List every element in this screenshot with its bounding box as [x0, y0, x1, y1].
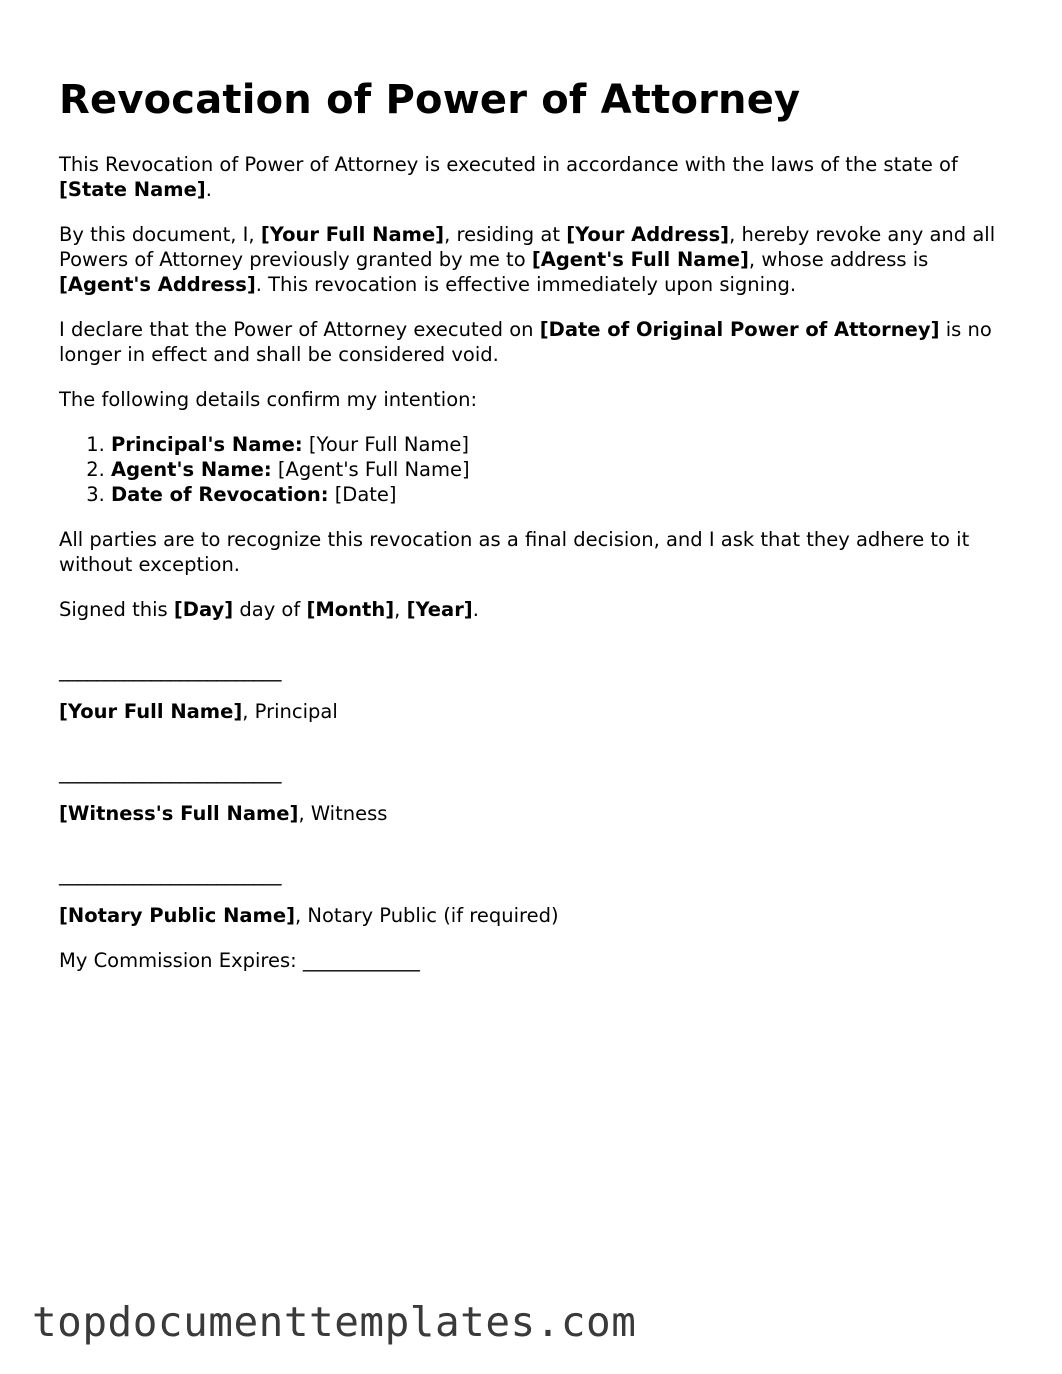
revoke-text-3: , hereby revoke any and all Powers of Attorney previously granted by me to [59, 223, 996, 271]
revocation-paragraph [59, 222, 1019, 297]
signed-text-3: , [394, 598, 407, 621]
detail-value: [Your Full Name] [302, 433, 470, 456]
intro-end: . [205, 178, 212, 201]
declaration-paragraph [59, 317, 1019, 367]
agent-name-placeholder: [Agent's Full Name] [531, 248, 749, 271]
list-item [111, 432, 1019, 457]
detail-label: Date of Revocation: [111, 483, 329, 506]
signed-text-4: . [472, 598, 479, 621]
final-paragraph: All parties are to recognize this revocation as a final decision, and I ask that they adhere to it without exception. [59, 528, 970, 576]
principal-name-placeholder: [Your Full Name] [59, 700, 243, 723]
principal-role: , Principal [242, 700, 338, 723]
declare-text-1: I declare that the Power of Attorney executed on [59, 318, 540, 341]
detail-label: Agent's Name: [111, 458, 272, 481]
year-placeholder: [Year] [406, 598, 473, 621]
details-intro: The following details confirm my intention: [59, 388, 478, 411]
your-name-placeholder: [Your Full Name] [260, 223, 445, 246]
your-address-placeholder: [Your Address] [566, 223, 730, 246]
principal-signature-label [59, 699, 1019, 724]
signed-text-1: Signed this [59, 598, 174, 621]
principal-signature-line: ________________________ [59, 659, 281, 682]
notary-signature-line: ________________________ [59, 863, 281, 886]
watermark-text: topdocumenttemplates.com [32, 1298, 637, 1346]
witness-role: , Witness [298, 802, 388, 825]
notary-role: , Notary Public (if required) [295, 904, 559, 927]
witness-signature-label [59, 801, 1019, 826]
agent-address-placeholder: [Agent's Address] [59, 273, 256, 296]
intro-text: This Revocation of Power of Attorney is executed in accordance with the laws of the state of [59, 153, 958, 176]
revoke-text-5: . This revocation is effective immediately upon signing. [255, 273, 797, 296]
witness-name-placeholder: [Witness's Full Name] [59, 802, 299, 825]
declare-text-2: is no longer in effect and shall be considered void. [59, 318, 992, 366]
witness-signature-line: ________________________ [59, 761, 281, 784]
month-placeholder: [Month] [306, 598, 395, 621]
signed-date-line [59, 597, 1019, 622]
document-title: Revocation of Power of Attorney [59, 77, 801, 123]
details-list [59, 432, 1019, 507]
signed-text-2: day of [233, 598, 307, 621]
day-placeholder: [Day] [173, 598, 234, 621]
commission-expires-line: My Commission Expires: ____________ [59, 949, 420, 972]
detail-label: Principal's Name: [111, 433, 303, 456]
revoke-text-2: , residing at [444, 223, 567, 246]
document-page [59, 72, 1019, 993]
notary-name-placeholder: [Notary Public Name] [59, 904, 296, 927]
detail-value: [Agent's Full Name] [271, 458, 470, 481]
original-date-placeholder: [Date of Original Power of Attorney] [539, 318, 940, 341]
intro-paragraph [59, 152, 1019, 202]
state-name-placeholder: [State Name] [59, 178, 206, 201]
notary-signature-label [59, 903, 1019, 928]
revoke-text-1: By this document, I, [59, 223, 261, 246]
revoke-text-4: , whose address is [748, 248, 929, 271]
list-item [111, 482, 1019, 507]
detail-value: [Date] [328, 483, 397, 506]
list-item [111, 457, 1019, 482]
